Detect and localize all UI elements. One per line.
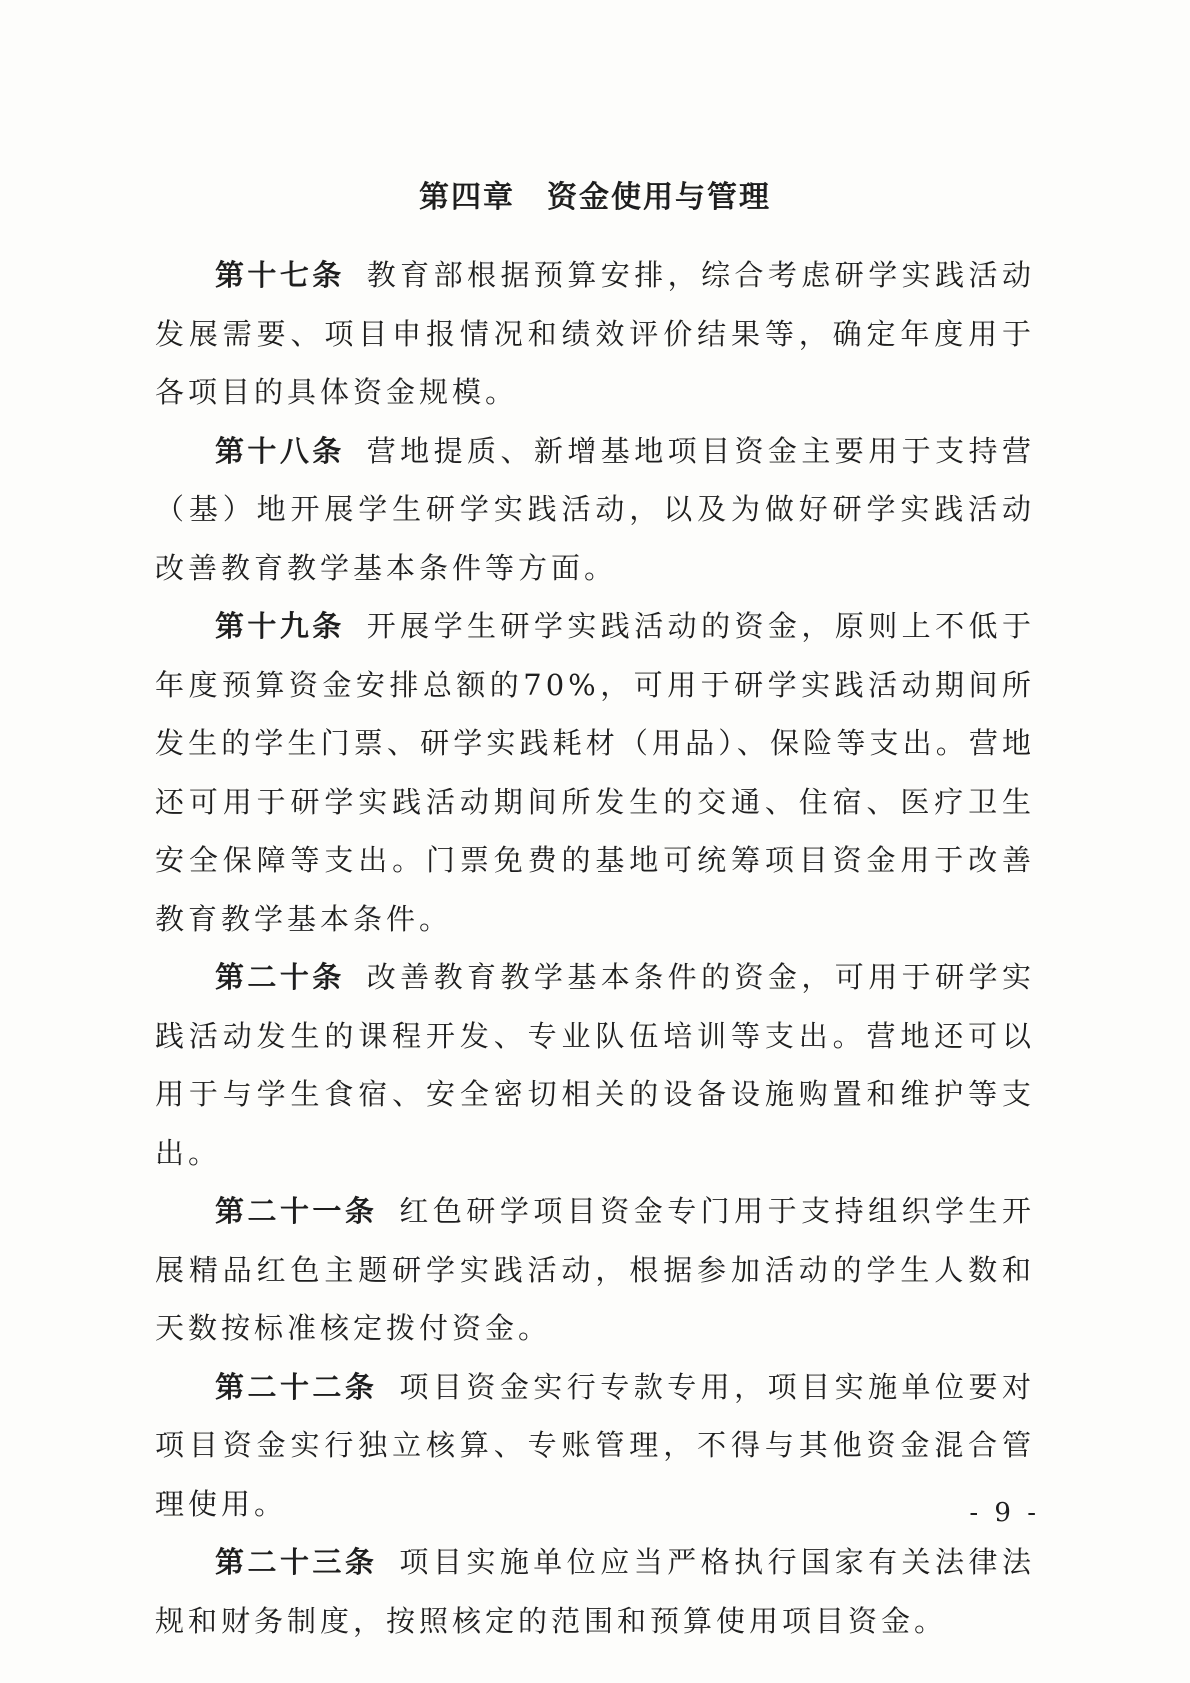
- article-23: [155, 1533, 1035, 1650]
- article-22: [155, 1358, 1035, 1534]
- article-number: 第十九条: [215, 609, 345, 643]
- article-number: 第二十条: [215, 960, 345, 994]
- article-number: 第二十一条: [215, 1194, 378, 1228]
- article-17: [155, 246, 1035, 422]
- article-20: [155, 948, 1035, 1182]
- article-21: [155, 1182, 1035, 1358]
- article-number: 第二十三条: [215, 1545, 378, 1579]
- article-text: 营地提质、新增基地项目资金主要用于支持营（基）地开展学生研学实践活动，以及为做好研学实践活动改善教育教学基本条件等方面。: [155, 433, 1035, 585]
- article-text: 开展学生研学实践活动的资金，原则上不低于年度预算资金安排总额的70%，可用于研学实践活动期间所发生的学生门票、研学实践耗材（用品）、保险等支出。营地还可用于研学实践活动期间所发生的交通、住宿、医疗卫生安全保障等支出。门票免费的基地可统筹项目资金用于改善教育教学基本条件。: [155, 609, 1035, 936]
- article-text: 教育部根据预算安排，综合考虑研学实践活动发展需要、项目申报情况和绩效评价结果等，确定年度用于各项目的具体资金规模。: [155, 258, 1035, 409]
- article-text: 项目资金实行专款专用，项目实施单位要对项目资金实行独立核算、专账管理，不得与其他资金混合管理使用。: [155, 1369, 1035, 1521]
- article-number: 第二十二条: [215, 1369, 378, 1404]
- article-18: [155, 422, 1035, 598]
- page-number: - 9 -: [969, 1498, 1040, 1528]
- article-text: 红色研学项目资金专门用于支持组织学生开展精品红色主题研学实践活动，根据参加活动的学生人数和天数按标准核定拨付资金。: [155, 1194, 1035, 1345]
- article-number: 第十八条: [215, 433, 345, 468]
- article-number: 第十七条: [215, 258, 345, 292]
- article-text: 改善教育教学基本条件的资金，可用于研学实践活动发生的课程开发、专业队伍培训等支出。营地还可以用于与学生食宿、安全密切相关的设备设施购置和维护等支出。: [155, 960, 1035, 1170]
- article-text: 项目实施单位应当严格执行国家有关法律法规和财务制度，按照核定的范围和预算使用项目资金。: [155, 1545, 1035, 1638]
- chapter-title: 第四章 资金使用与管理: [419, 180, 771, 215]
- article-list: [155, 246, 1035, 1650]
- article-19: [155, 597, 1035, 948]
